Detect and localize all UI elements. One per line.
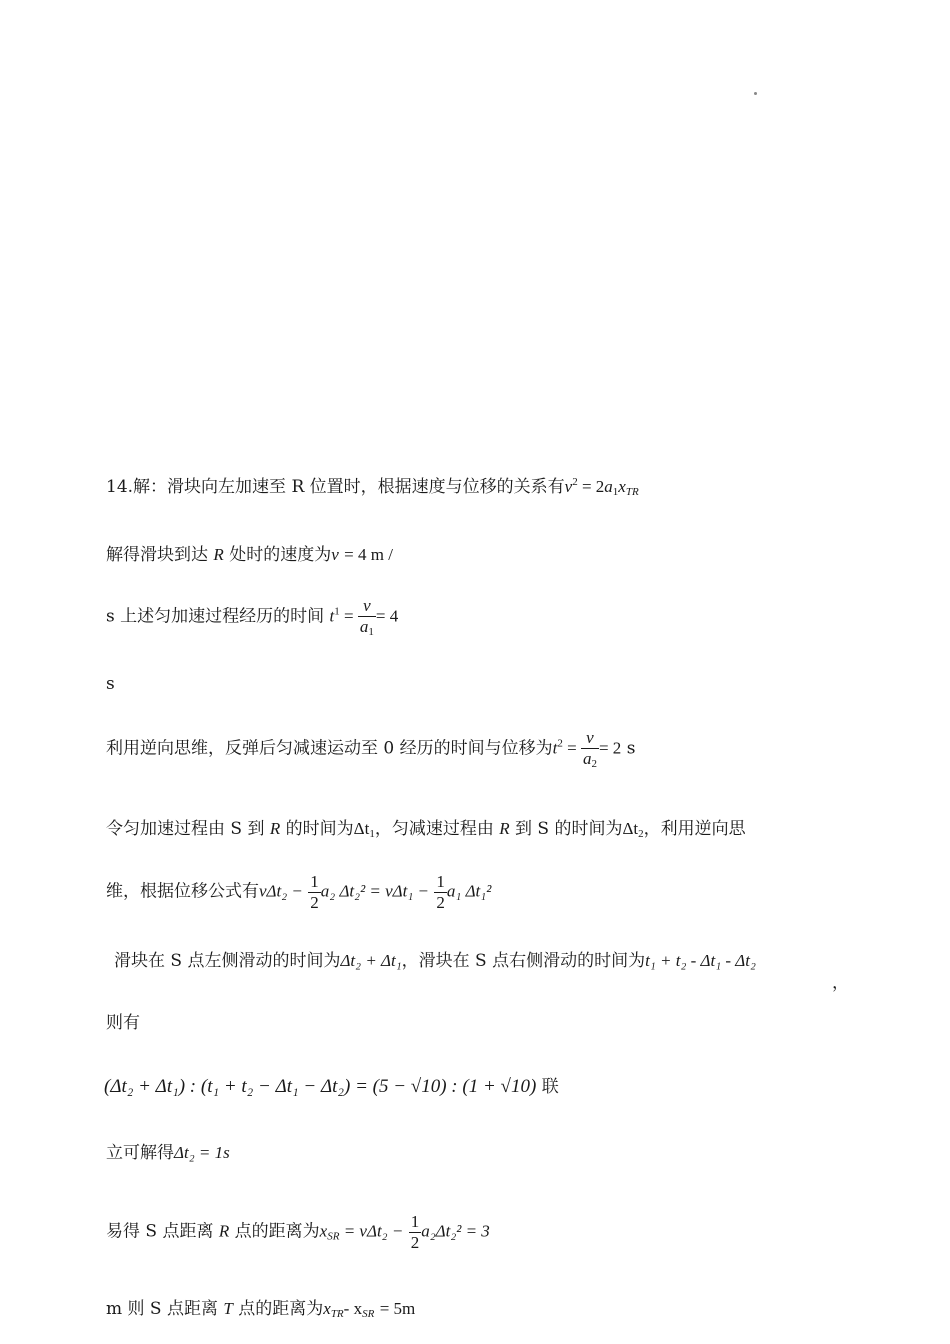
line-9: 则有 — [106, 1013, 140, 1033]
line-5: 利用逆向思维，反弹后匀减速运动至 0 经历的时间与位移为$t^2$ = $\frac{v}{a_2}$ = 2 s — [106, 728, 636, 770]
line-2: 解得滑块到达 R 处时的速度为v = 4 m / — [106, 545, 393, 565]
line-10: (Δt₂ + Δt₁) : (t₁ + t₂ − Δt₁ − Δt₂) = (5 − √10) : (1 + √10) 联 — [104, 1076, 559, 1097]
page-dot — [754, 92, 757, 95]
line-4: s — [106, 674, 115, 694]
fraction-v-a1: $\frac{v}{a_1}$ — [359, 596, 374, 638]
line-6: 令匀加速过程由 S 到 R 的时间为$\Delta t_1$，匀减速过程由 R 到 S 的时间为$\Delta t_2$，利用逆向思 — [106, 819, 746, 840]
line-3: s 上述匀加速过程经历的时间 $t^1$ = $\frac{v}{a_1}$ = 4 — [106, 596, 399, 638]
line-11: 立可解得Δt₂ = 1s — [106, 1143, 230, 1163]
line-8: 滑块在 S 点左侧滑动的时间为Δt₂ + Δt₁，滑块在 S 点右侧滑动的时间为t₁ + t₂ - Δt₁ - Δt₂ — [114, 951, 756, 971]
line-1: 14.解：滑块向左加速至 R 位置时，根据速度与位移的关系有$v^2 = 2a_1x_{TR}$ — [106, 476, 639, 498]
fraction-v-a2: $\frac{v}{a_2}$ — [582, 728, 597, 770]
line-12: 易得 S 点距离 R 点的距离为$x_{SR} = v\Delta t_2$ − $\frac{1}{2}$ a₂Δt₂² = 3 — [106, 1212, 490, 1252]
line-7: 维，根据位移公式有vΔt₂ − $\frac{1}{2}$ a₂ Δt₂² = vΔt₁ − $\frac{1}{2}$ a₁ Δt₁² — [106, 872, 492, 912]
line-8-comma: ， — [832, 973, 849, 993]
line-13: m 则 S 点距离 T 点的距离为$x_{TR}-$ $x_{SR} = 5m$ — [106, 1299, 416, 1320]
